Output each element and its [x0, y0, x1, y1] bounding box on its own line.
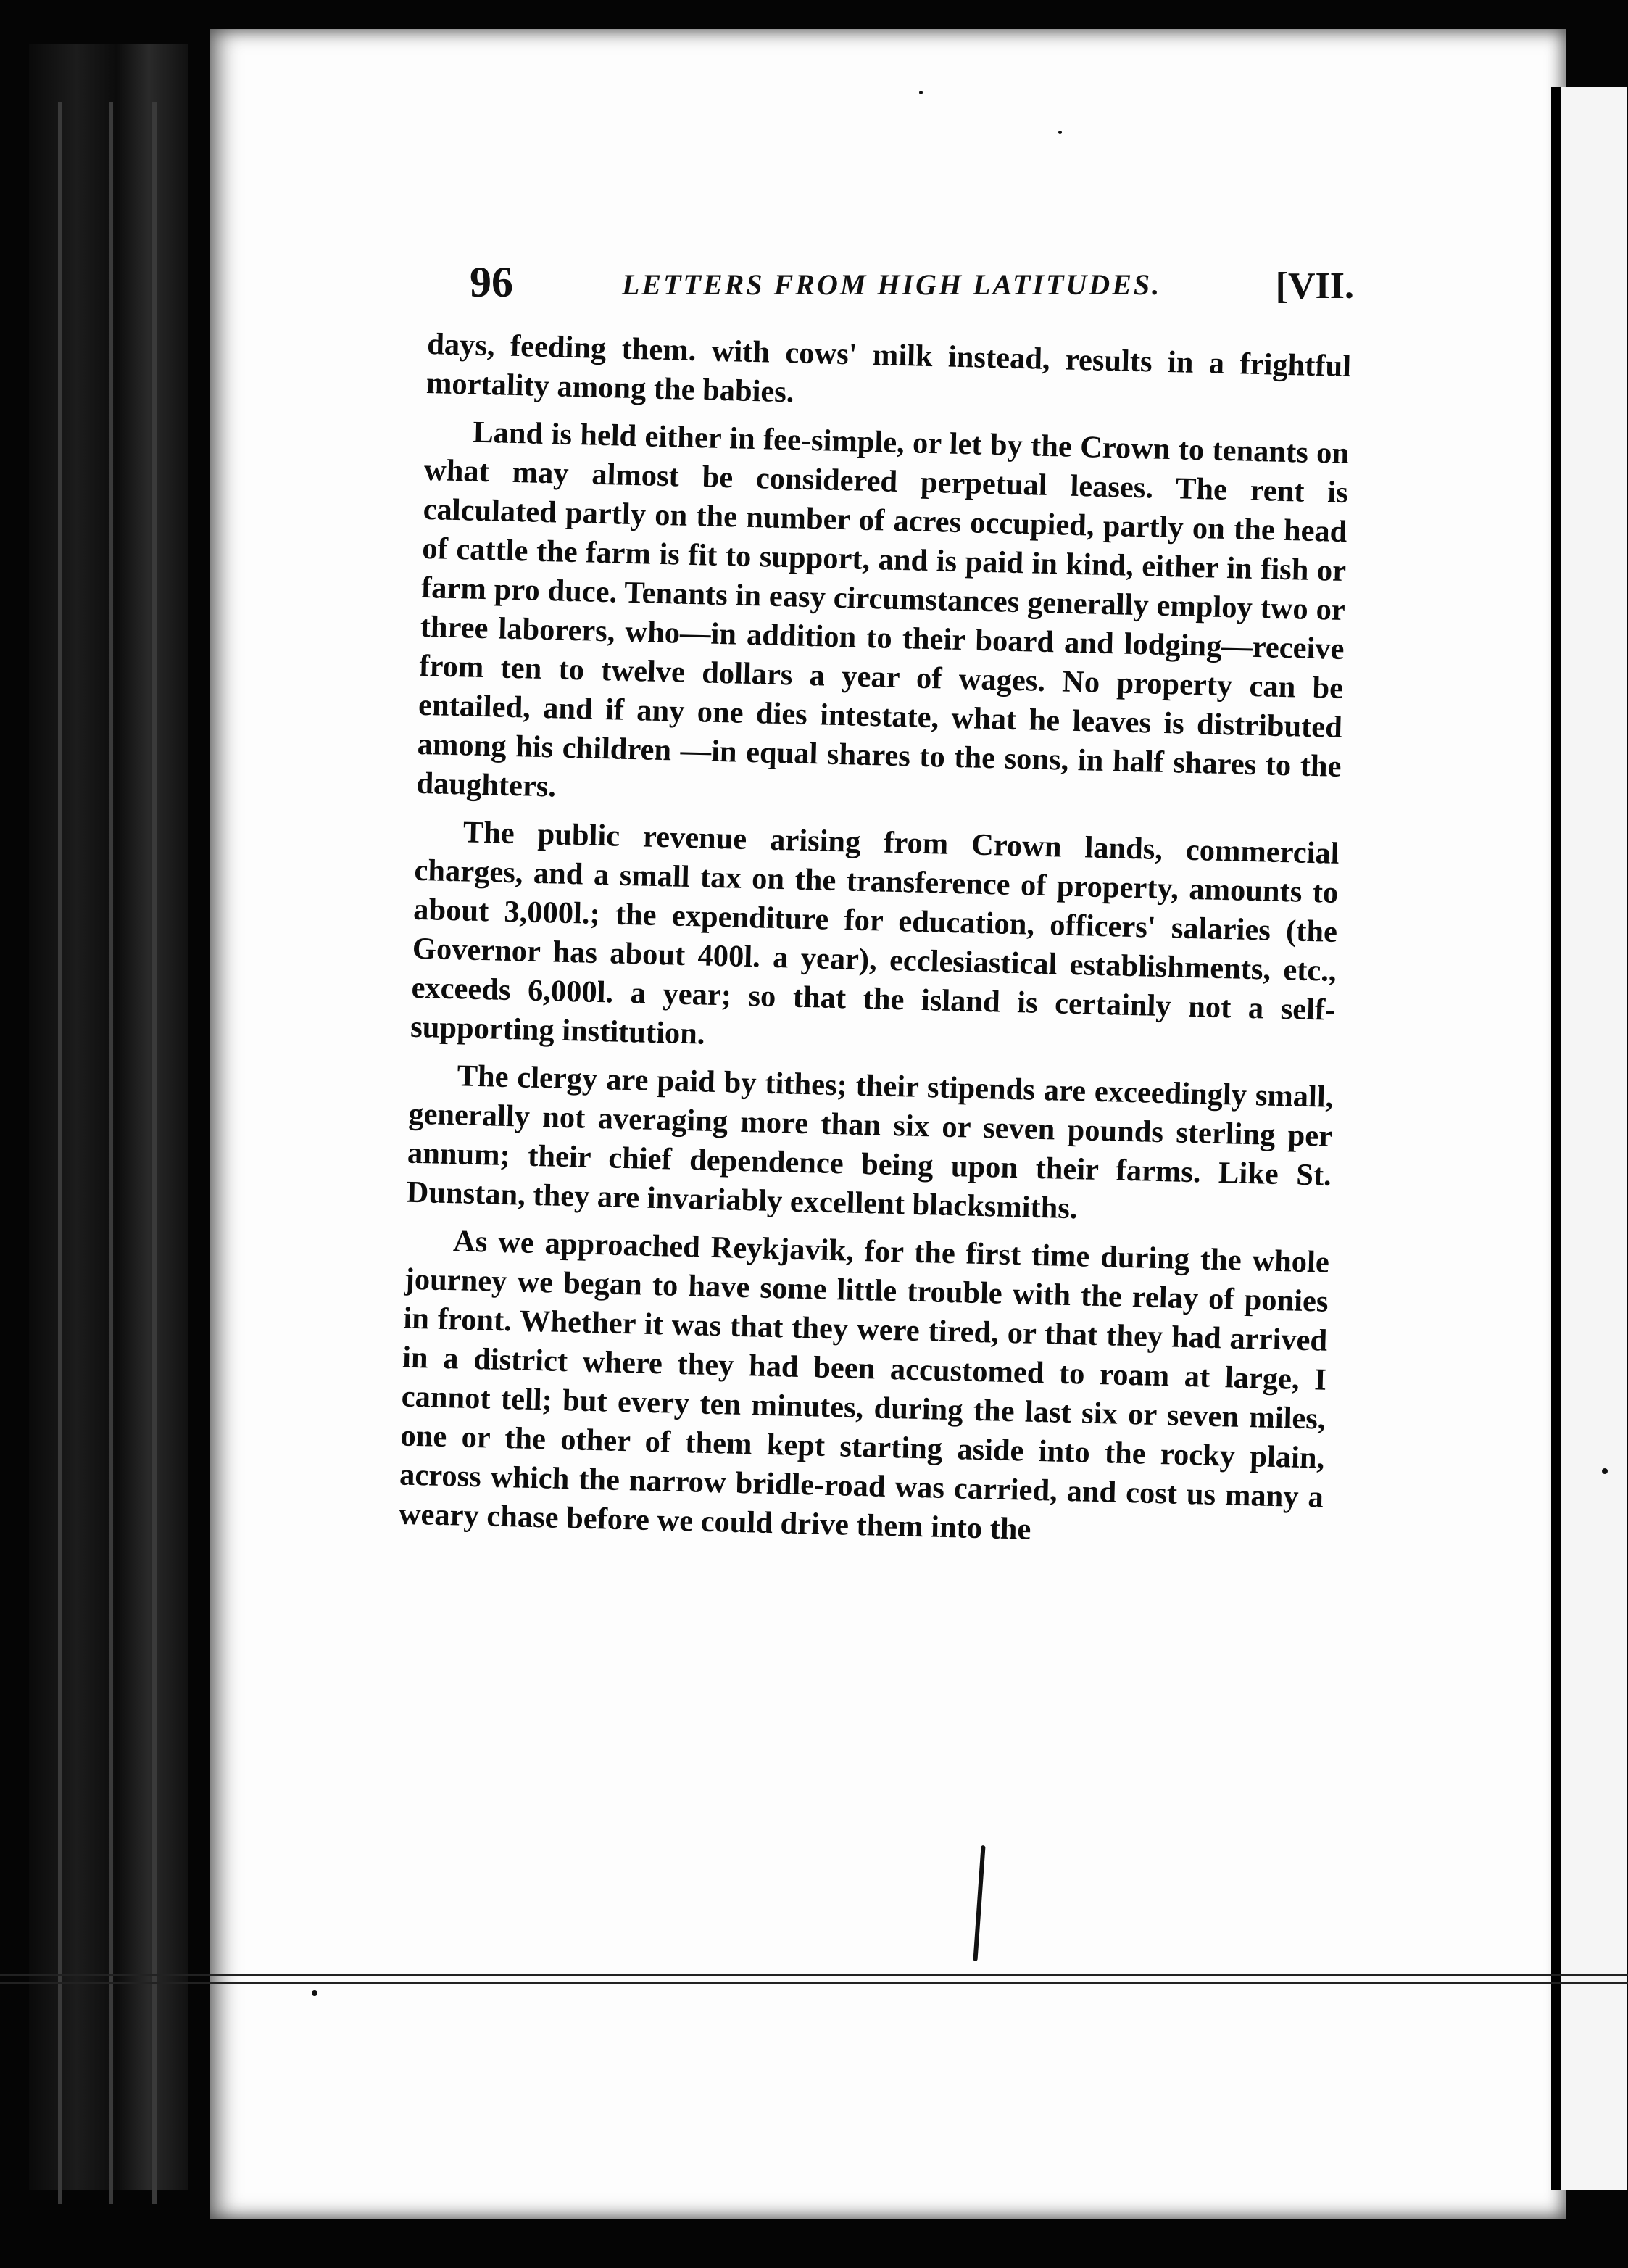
page-edge-line	[58, 102, 62, 2204]
page-edge-line	[152, 102, 157, 2204]
scan-line	[0, 1974, 1628, 1976]
scan-speck	[312, 1990, 317, 1996]
scan-speck	[1602, 1468, 1608, 1474]
paragraph: As we approached Reykjavik, for the first time during the whole journey we began to have some little trouble with the relay of ponies in front. Whether it was that they were tired, or that they had arrived in a district where they had been accustomed to roam at large, I cannot tell; but every ten minutes, during the last six or seven miles, one or the other of them kept starting aside into the rocky plain, across which the narrow bridle-road was carried, and cost us many a weary chase before we could drive them into the	[398, 1224, 1330, 1547]
paragraph: Land is held either in fee-simple, or let by the Crown to tenants on what may almost be considered perpetual leases. The rent is calculated partly on the number of acres occupied, partly on the head of cattle the farm is fit to support, and is paid in kind, either in fish or farm pro duce. Tenants in easy circumstances generally employ two or three laborers, who—in addition to their board and lodging—receive from ten to twelve dollars a year of wages. No property can be entailed, and if any one dies intestate, what he leaves is distributed among his children —in equal shares to the sons, in half shares to the daughters.	[415, 415, 1350, 804]
scan-speck	[1058, 131, 1062, 134]
page-edge-line	[109, 102, 113, 2204]
body-text	[398, 325, 1352, 1565]
paragraph: The clergy are paid by tithes; their stipends are exceedingly small, generally not averaging more than six or seven pounds sterling per annum; their chief dependence being upon their farms. Like St. Dunstan, they are invariably excellent blacksmiths.	[406, 1059, 1334, 1226]
scan-speck	[919, 91, 923, 94]
stacked-page-edges	[29, 44, 188, 2190]
paragraph: The public revenue arising from Crown lands, commercial charges, and a small tax on the transference of property, amounts to about 3,000l.; the expenditure for education, officers' salaries (the Governor has about 400l. a year), ecclesiastical establishments, etc., exceeds 6,000l. a year; so that the island is certainly not a self-supporting institution.	[410, 815, 1340, 1051]
chapter-number: [VII.	[1275, 265, 1354, 307]
running-title: LETTERS FROM HIGH LATITUDES.	[622, 268, 1162, 301]
facing-page-edge	[1551, 87, 1627, 2190]
paragraph: days, feeding them. with cows' milk instead, results in a frightful mortality among the babies.	[425, 326, 1352, 410]
scan-line	[0, 1982, 1628, 1984]
running-head	[470, 257, 1354, 315]
page-number: 96	[470, 258, 513, 306]
